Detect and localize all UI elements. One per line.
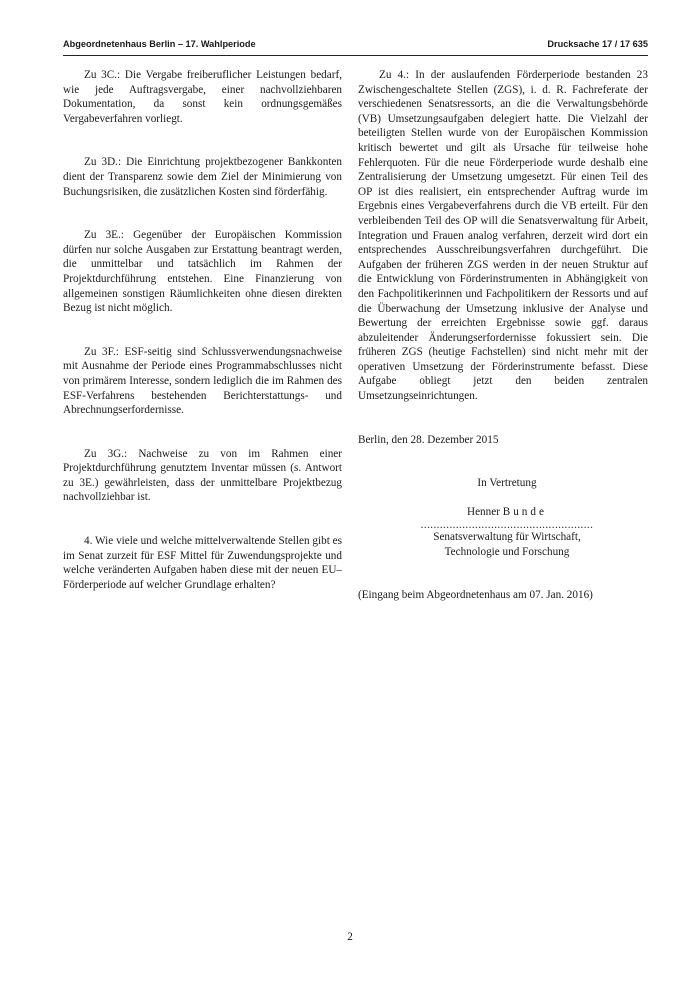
answer-3g: Zu 3G.: Nachweise zu von im Rahmen einer Projektdurchführung genutztem Inventar müssen (s. Antwort zu 3E.) gewährleisten, dass der unmittelbare Projektbezug nachvollziehbar ist. <box>63 447 342 504</box>
page-number: 2 <box>347 931 353 943</box>
office-line-2: Technologie und Forschung <box>444 545 570 558</box>
signature-dotted-line: ...................................................... <box>420 520 594 531</box>
receipt-note: (Eingang beim Abgeordnetenhaus am 07. Jan. 2016) <box>358 589 593 602</box>
header-title: Abgeordnetenhaus Berlin – 17. Wahlperiode <box>63 39 256 49</box>
answer-3f: Zu 3F.: ESF-seitig sind Schlussverwendungsnachweise mit Ausnahme der Periode eines Programmabschlusses nicht von primärem Interesse, sondern lediglich die im Rahmen des ESF-Verfahrens bestehenden Berichterstattungs- und Abrechnungserfordernisse. <box>63 345 342 417</box>
representation-label: In Vertretung <box>477 477 537 490</box>
signer-last-name: Bunde <box>502 506 547 519</box>
office-line-1: Senatsverwaltung für Wirtschaft, <box>433 531 581 544</box>
question-4: 4. Wie viele und welche mittelverwaltende Stellen gibt es im Senat zurzeit für ESF Mittel für Zuwendungsprojekte und welche veränderten Aufgaben haben diese mit der neuen EU–Förderperiode auf welcher Grundlage erhalten? <box>63 535 342 591</box>
left-column <box>63 68 342 607</box>
date-line: Berlin, den 28. Dezember 2015 <box>358 433 499 446</box>
answer-3d: Zu 3D.: Die Einrichtung projektbezogener Bankkonten dient der Transparenz sowie dem Ziel der Minimierung von Buchungsrisiken, die zusätzlichen Kosten sind förderfähig. <box>63 156 342 198</box>
header-document-number: Drucksache 17 / 17 635 <box>547 39 648 49</box>
page-header <box>63 39 648 56</box>
signer-name <box>414 505 600 520</box>
signature-block <box>414 476 600 559</box>
answer-3c: Zu 3C.: Die Vergabe freiberuflicher Leistungen bedarf, wie jede Auftragsvergabe, einer nachvollziehbaren Dokumentation, da sonst kein ordnungsgemäßes Vergabeverfahren vorliegt. <box>63 69 342 125</box>
right-column <box>358 68 648 603</box>
signer-first-name: Henner <box>467 506 500 519</box>
answer-3e: Zu 3E.: Gegenüber der Europäischen Kommission dürfen nur solche Ausgaben zur Erstattung beantragt werden, die unmittelbar und tatsächlich im Rahmen der Projektdurchführung entstehen. Eine Finanzierung von allgemeinen sonstigen Räumlichkeiten ohne diesen direkten Bezug ist nicht möglich. <box>63 229 342 315</box>
answer-4: Zu 4.: In der auslaufenden Förderperiode bestanden 23 Zwischengeschaltete Stellen (ZGS), i. d. R. Fachreferate der verschiedenen Senatsressorts, an die die Verwaltungsbehörde (VB) Umsetzungsaufgaben delegiert hatte. Die Vielzahl der beteiligten Stellen wurde von der Europäischen Kommission kritisch bewertet und gilt als Ursache für teilweise hohe Fehlerquoten. Für die neue Förderperiode wurde deshalb eine Zentralisierung der Umsetzung umgesetzt. Für einen Teil des OP ist dies realisiert, ein entsprechender Auftrag wurde im Ergebnis eines Vergabeverfahrens durch die VB erteilt. Für den verbleibenden Teil des OP will die Senatsverwaltung für Arbeit, Integration und Frauen analog verfahren, derzeit wird dort ein entsprechendes Ausschreibungsverfahren durchgeführt. Die Aufgaben der früheren ZGS werden in der neuen Struktur auf die Entwicklung von Förderinstrumenten in Abhängigkeit von den Fachpolitikerinnen und Fachpolitikern der Ressorts und auf die Überwachung der Umsetzung inklusive der Analyse und Bewertung der erreichten Ergebnisse sowie ggf. daraus abzuleitender Änderungserfordernisse fokussiert sein. Die früheren ZGS (heutige Fachstellen) sind nicht mehr mit der operativen Umsetzung der Förderinstrumente befasst. Diese Aufgabe obliegt jetzt den beiden zentralen Umsetzungseinrichtungen. <box>358 69 648 403</box>
